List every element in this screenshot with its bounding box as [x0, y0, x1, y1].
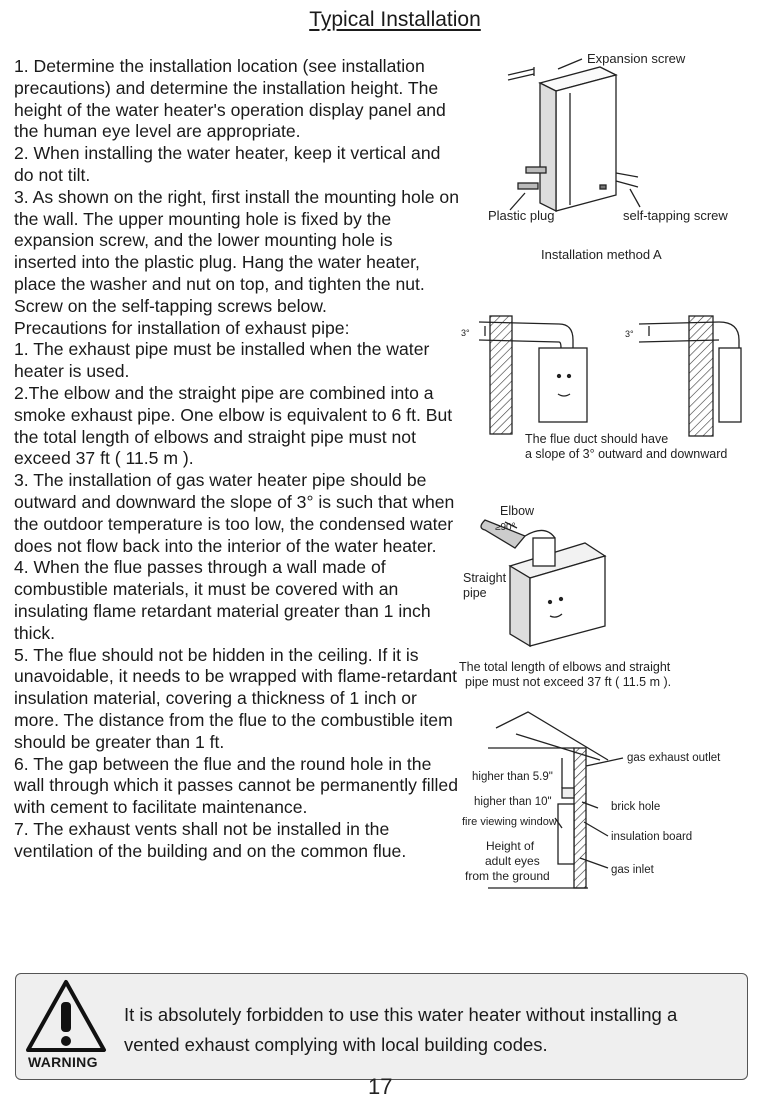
total-length-caption-1: The total length of elbows and straight [459, 660, 671, 674]
elbow-angle-label: ≥90° [495, 522, 516, 533]
insulation-board-label: insulation board [611, 831, 693, 843]
page-number: 17 [368, 1074, 393, 1099]
warning-triangle-icon [24, 978, 108, 1054]
step-paragraph: 3. As shown on the right, first install the mounting hole on the wall. The upper mounting hole is fixed by the expansion screw, and the lower mounting hole is inserted into the plastic plug. Hang the water heater, place the washer and nut on top, and tighten the nut. Screw on the self-tapping screws below. [14, 186, 459, 316]
flue-slope-caption-1: The flue duct should have [525, 432, 669, 446]
gas-inlet-label: gas inlet [611, 864, 654, 876]
step-paragraph: 1. The exhaust pipe must be installed when the water heater is used. [14, 339, 430, 382]
flue-slope-figure [455, 310, 755, 470]
warning-box [15, 973, 748, 1080]
step-paragraph: 7. The exhaust vents shall not be installed in the ventilation of the building and on the common flue. [14, 818, 407, 861]
eye-height-label-2: adult eyes [485, 854, 540, 868]
elbow-label: Elbow [500, 504, 535, 518]
eye-height-label-1: Height of [486, 839, 535, 853]
step-paragraph: 2.The elbow and the straight pipe are combined into a smoke exhaust pipe. One elbow is equivalent to 6 ft. But the total length of elbows and straight pipe must not exceed 37 ft ( 11.5 m ). [14, 382, 453, 469]
expansion-screw-label: Expansion screw [587, 51, 686, 66]
step-paragraph: 3. The installation of gas water heater pipe should be outward and downward the slope of 3° is such that when the outdoor temperature is too low, the condensed water does not flow back into the interior of the water heater. [14, 470, 455, 556]
higher-than-10-label: higher than 10" [474, 796, 552, 808]
self-tapping-screw-label: self-tapping screw [623, 208, 728, 223]
brick-hole-label: brick hole [611, 801, 661, 813]
house-cross-section-figure [458, 708, 758, 898]
installation-method-caption: Installation method A [541, 247, 662, 262]
step-paragraph: 4. When the flue passes through a wall made of combustible materials, it must be covered with an insulating flame retardant material greater than 1 inch thick. [14, 557, 431, 643]
instructions-text [14, 56, 459, 862]
flue-slope-caption-2: a slope of 3° outward and downward [525, 447, 728, 461]
slope-angle-left: 3° [461, 328, 470, 338]
page-title: Typical Installation [309, 8, 481, 31]
step-paragraph: 5. The flue should not be hidden in the ceiling. If it is unavoidable, it needs to be wrapped with flame-retardant insulation material, covering a thickness of 1 inch or more. The distance from the flue to the combustible item should be greater than 1 ft. [14, 644, 458, 752]
exhaust-precautions-heading: Precautions for installation of exhaust pipe: [14, 317, 350, 338]
total-length-caption-2: pipe must not exceed 37 ft ( 11.5 m ). [465, 675, 672, 689]
step-paragraph: 6. The gap between the flue and the round hole in the wall through which it passes cannot be permanently filled with cement to facilitate maintenance. [14, 753, 459, 818]
step-paragraph: 2. When installing the water heater, keep it vertical and do not tilt. [14, 143, 441, 185]
warning-text: It is absolutely forbidden to use this water heater without installing a vented exhaust complying with local building codes. [124, 1004, 678, 1055]
eye-height-label-3: from the ground [465, 869, 550, 883]
straight-pipe-label-1: Straight [463, 571, 507, 585]
straight-pipe-label-2: pipe [463, 586, 487, 600]
plastic-plug-label: Plastic plug [488, 208, 555, 223]
gas-exhaust-outlet-label: gas exhaust outlet [627, 752, 721, 764]
step-paragraph: 1. Determine the installation location (see installation precautions) and determine the installation height. The height of the water heater's operation display panel and the human eye level are appropriate. [14, 56, 446, 142]
warning-label: WARNING [28, 1054, 98, 1070]
fire-viewing-window-label: fire viewing window [462, 816, 557, 828]
elbow-figure [455, 498, 755, 693]
installation-method-a-figure [470, 45, 755, 270]
higher-than-5-9-label: higher than 5.9" [472, 771, 553, 783]
slope-angle-right: 3° [625, 329, 634, 339]
